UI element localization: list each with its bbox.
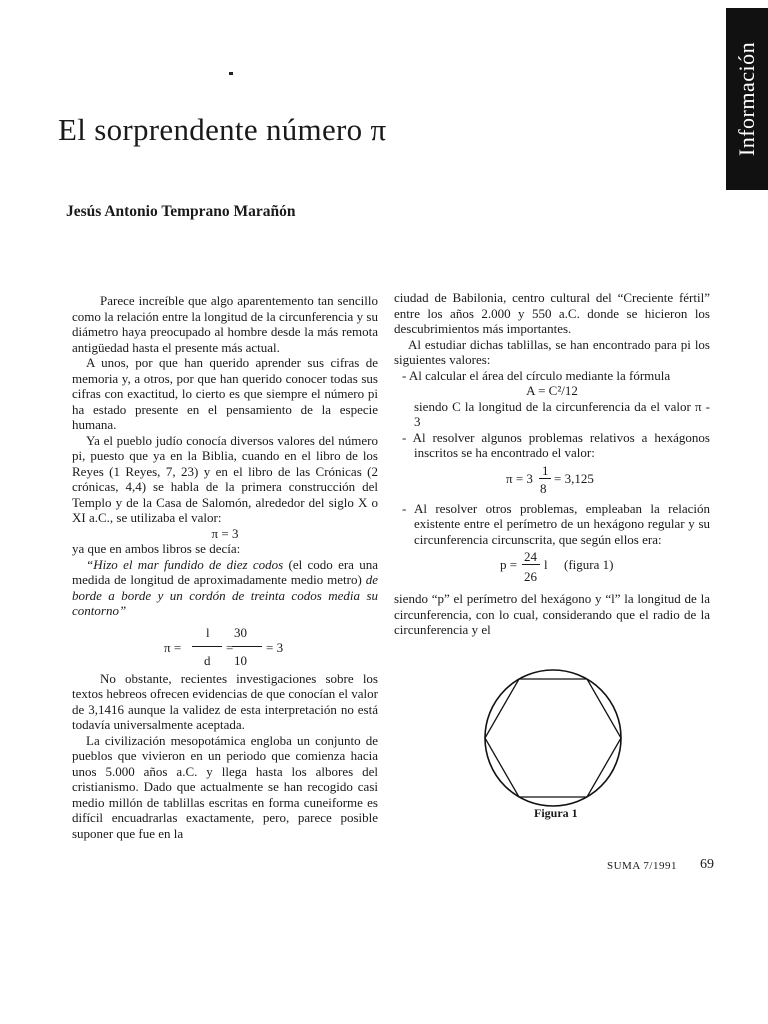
list-item-continuation: siendo C la longitud de la circunferencia da el valor π - 3 xyxy=(414,398,710,429)
formula-part: = 3,125 xyxy=(554,470,594,486)
paragraph: ciudad de Babilonia, centro cultural del “Creciente fértil” entre los años 2.000 y 550 a.C. donde se hicieron los descubrimientos más importantes. xyxy=(394,290,710,336)
paragraph: Al estudiar dichas tablillas, se han encontrado para pi los siguientes valores: xyxy=(394,336,710,367)
fraction-result: = 3 xyxy=(266,639,284,655)
fraction-denominator: 26 xyxy=(524,569,537,584)
paragraph: Parece increíble que algo aparentemento tan sencillo como la relación entre la longitud de la circunferencia y su diámetro haya preocupado al hombre desde la más remota antigüedad hasta el presente más actual. xyxy=(72,293,378,355)
paragraph: Ya el pueblo judío conocía diversos valores del número pi, puesto que ya en la Biblia, cuando en el libro de los Reyes (1 Reyes, 7, 23) y en el libro de las Crónicas (2 crónicas, 4,4) se habla de la primera construcción del Templo y de la Casa de Salomón, alrededor del siglo X o XI a.C., se utilizaba el valor: xyxy=(72,432,378,525)
paragraph: No obstante, recientes investigaciones sobre los textos hebreos ofrecen evidencias de que conocían el valor de 3,1416 aunque la validez de esta interpretación no está todavía universalmente aceptada. xyxy=(72,670,378,732)
inscribed-hexagon xyxy=(485,679,621,797)
quote-italic: de borde a borde y un cordón de treinta codos media su contorno” xyxy=(72,572,378,618)
fraction-pi-label: π = xyxy=(164,639,182,655)
fraction-bar xyxy=(522,564,540,565)
paragraph: A unos, por que han querido aprender sus cifras de memoria y, a otros, por que han querido conocer todas sus cifras con exactitud, lo cierto es que siempre el número pi ha estado presente en el pensamiento de la especie humana. xyxy=(72,355,378,432)
fraction-numerator: l xyxy=(206,624,210,640)
fraction-bar xyxy=(232,646,262,647)
fraction-bar xyxy=(192,646,222,647)
figure-caption: Figura 1 xyxy=(534,806,578,820)
circumscribed-circle xyxy=(485,670,621,806)
article-title: El sorprendente número π xyxy=(58,112,387,147)
list-item: - Al calcular el área del círculo mediante la fórmula xyxy=(402,367,671,383)
stray-mark xyxy=(229,72,233,75)
quote-italic: “Hizo el mar fundido de diez codos xyxy=(86,556,284,572)
paragraph: La civilización mesopotámica engloba un conjunto de pueblos que vivieron en un periodo que comienza hacia unos 5.000 años a.C. y llega hasta los albores del cristianismo. Dado que actualmente se han recogido casi medio millón de tablillas escritas en forma cuneiforme es difícil encuadrarlas exactamente, pero, parece posible suponer que fue en la xyxy=(72,732,378,841)
paragraph: siendo “p” el perímetro del hexágono y “l” la longitud de la circunferencia, con lo cual, considerando que el radio de la circunferencia y el xyxy=(394,591,710,637)
formula-perimeter xyxy=(394,547,710,591)
fraction-bar xyxy=(539,478,551,479)
hexagon-in-circle-figure xyxy=(476,668,630,808)
formula-area: A = C²/12 xyxy=(526,383,578,398)
paragraph: ya que en ambos libros se decía: xyxy=(72,541,241,556)
left-column xyxy=(72,293,378,841)
list-item: - Al resolver algunos problemas relativos a hexágonos inscritos se ha encontrado el valor: xyxy=(402,429,710,460)
fraction-denominator: 8 xyxy=(540,480,547,496)
fraction-numerator: 1 xyxy=(542,462,549,478)
page-number: 69 xyxy=(700,857,714,872)
formula-part: l xyxy=(544,557,548,572)
section-tab-label: Información xyxy=(734,41,759,157)
journal-footer: SUMA 7/1991 xyxy=(607,860,677,872)
figure-reference: (figura 1) xyxy=(564,557,614,572)
formula-part: p = xyxy=(500,557,518,572)
fraction-denominator: 10 xyxy=(234,652,247,668)
formula-hexagon-value xyxy=(394,461,710,501)
formula-pi-3: π = 3 xyxy=(211,525,239,541)
article-author: Jesús Antonio Temprano Marañón xyxy=(66,203,296,220)
section-tab xyxy=(726,8,768,190)
list-item: - Al resolver otros problemas, empleaban la relación existente entre el perímetro de un hexágono regular y su circunferencia circunscrita, que según ellos era: xyxy=(402,500,710,547)
fraction-numerator: 30 xyxy=(234,624,247,640)
quote-text: (el codo era una medida de longitud de aproximadamente medio metro) xyxy=(72,556,379,587)
formula-fraction xyxy=(72,619,378,671)
fraction-equals: = xyxy=(226,639,234,655)
formula-part: π = 3 xyxy=(506,470,533,486)
right-column xyxy=(394,290,710,638)
fraction-numerator: 24 xyxy=(524,549,537,564)
bible-quote xyxy=(72,557,378,619)
fraction-denominator: d xyxy=(204,652,211,668)
